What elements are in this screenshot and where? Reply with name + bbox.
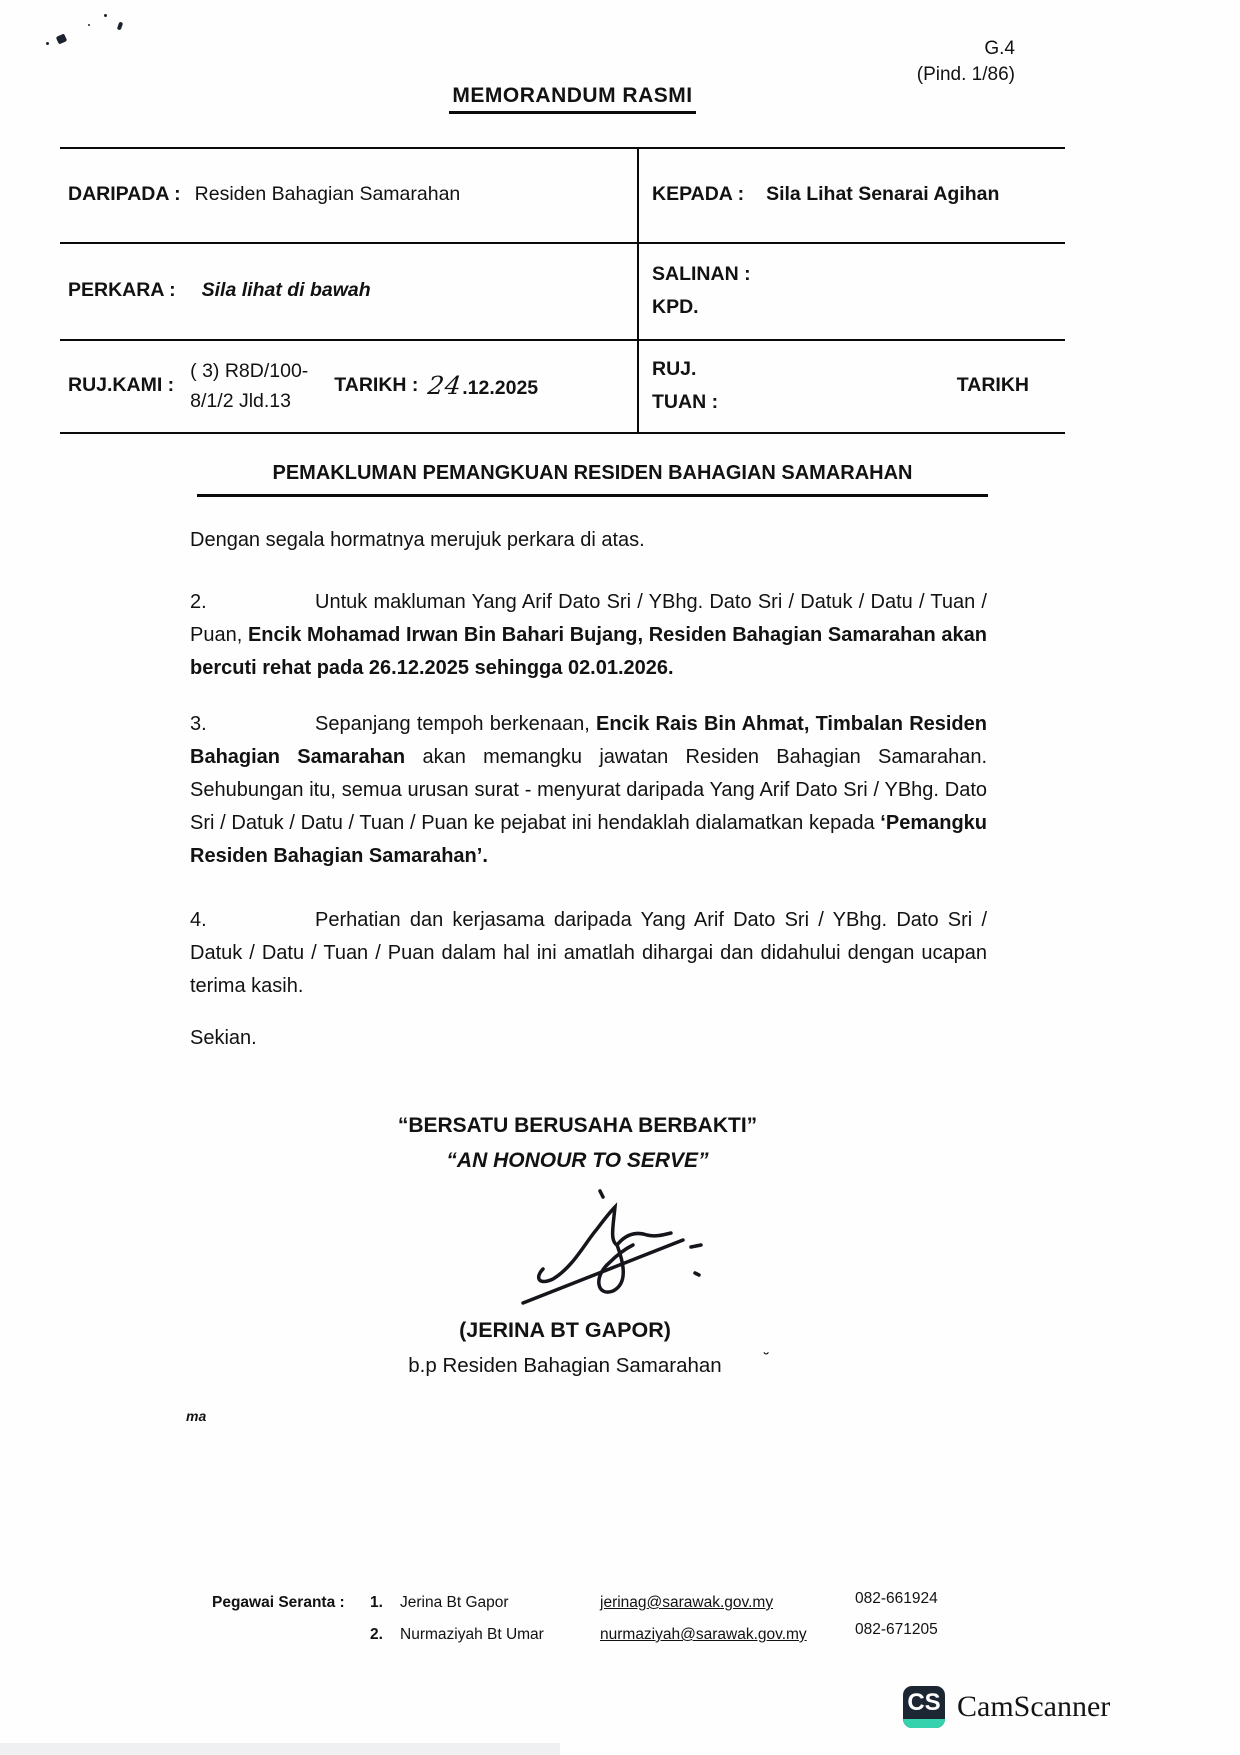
contact-email: nurmaziyah@sarawak.gov.my [600, 1626, 807, 1643]
paragraph-3: 3. Sepanjang tempoh berkenaan, Encik Rais Bin Ahmat, Timbalan Residen Bahagian Samarahan akan memangku jawatan Residen Bahagian Samarahan. Sehubungan itu, semua urusan surat - menyurat daripada Yang Arif Dato Sri / YBhg. Dato Sri / Datuk / Datu / Tuan / Puan ke pejabat ini hendaklah dialamatkan kepada ‘Pemangku Residen Bahagian Samarahan’. [190, 708, 987, 873]
subject-heading: PEMAKLUMAN PEMANGKUAN RESIDEN BAHAGIAN SAMARAHAN [197, 462, 988, 497]
contact-number: 2. [370, 1626, 383, 1643]
signatory-name: (JERINA BT GAPOR) [459, 1318, 671, 1342]
motto-malay: “BERSATU BERUSAHA BERBAKTI” [397, 1114, 758, 1137]
contact-number: 1. [370, 1594, 383, 1611]
paragraph-1: Dengan segala hormatnya merujuk perkara di atas. [190, 529, 645, 551]
signatory-on-behalf: b.p Residen Bahagian Samarahan [408, 1354, 722, 1377]
signature-scribble [505, 1185, 705, 1320]
camscanner-accent-strip [903, 1719, 945, 1728]
daripada-cell [68, 147, 628, 242]
form-code: G.4 [984, 38, 1015, 59]
motto-block [0, 1108, 1155, 1178]
form-revision: (Pind. 1/86) [916, 64, 1015, 85]
daripada-value: Residen Bahagian Samarahan [194, 183, 461, 205]
ruj-tuan-label: RUJ. TUAN : [652, 357, 719, 413]
paragraph-2: 2. Untuk makluman Yang Arif Dato Sri / YBhg. Dato Sri / Datuk / Datu / Tuan / Puan, Encik Mohamad Irwan Bin Bahari Bujang, Residen Bahagian Samarahan akan bercuti rehat pada 26.12.2025 sehingga 02.01.2026. [190, 586, 987, 685]
tarikh-right-label: TARIKH [956, 374, 1029, 396]
motto-english: “AN HONOUR TO SERVE” [446, 1149, 709, 1172]
contact-name: Nurmaziyah Bt Umar [400, 1626, 544, 1643]
ink-speck [46, 42, 49, 45]
paragraph-number: 3. [190, 713, 207, 735]
closing-word: Sekian. [190, 1027, 257, 1049]
ink-speck [104, 14, 107, 17]
kepada-cell [652, 147, 1057, 242]
contact-phone: 082-671205 [855, 1621, 938, 1638]
ruj-kami-cell [68, 339, 633, 432]
kepada-label: KEPADA : [652, 183, 745, 205]
scan-noise-band [0, 1743, 560, 1755]
perkara-cell [68, 242, 628, 339]
contact-name: Jerina Bt Gapor [400, 1594, 509, 1611]
paragraph-number: 2. [190, 591, 207, 613]
ruj-kami-label: RUJ.KAMI : [68, 374, 175, 396]
pegawai-seranta-label: Pegawai Seranta : [212, 1594, 345, 1611]
paragraph-number: 4. [190, 909, 207, 931]
salinan-label: SALINAN : KPD. [652, 262, 751, 318]
tarikh-label: TARIKH : [334, 374, 419, 396]
paragraph-4: 4. Perhatian dan kerjasama daripada Yang Arif Dato Sri / YBhg. Dato Sri / Datuk / Datu / Tuan / Puan dalam hal ini amatlah dihargai dan didahului dengan ucapan terima kasih. [190, 904, 987, 1003]
kepada-value: Sila Lihat Senarai Agihan [766, 183, 1000, 205]
table-border-vertical [637, 147, 639, 434]
page-title: MEMORANDUM RASMI [0, 84, 1145, 108]
ruj-kami-value: ( 3) R8D/100- 8/1/2 Jld.13 [190, 359, 309, 412]
form-code-block [870, 36, 1015, 88]
ink-speck [117, 22, 123, 31]
ink-speck [56, 33, 68, 44]
daripada-label: DARIPADA : [68, 183, 181, 205]
camscanner-wordmark: CamScanner [957, 1690, 1111, 1723]
camscanner-logo-icon: CS [903, 1686, 945, 1728]
salinan-cell [652, 242, 1057, 339]
ink-speck [88, 24, 90, 26]
tarikh-value: 24.12.2025 [426, 371, 539, 400]
perkara-value: Sila lihat di bawah [201, 279, 371, 301]
contact-email: jerinag@sarawak.gov.my [600, 1594, 774, 1611]
ruj-tuan-cell [652, 339, 1057, 432]
camscanner-watermark [903, 1686, 1110, 1728]
contact-phone: 082-661924 [855, 1590, 938, 1607]
typist-initials: ma [186, 1408, 207, 1424]
handwritten-day: 24 [426, 371, 465, 400]
perkara-label: PERKARA : [68, 279, 176, 301]
table-border-bottom [60, 432, 1065, 434]
stray-mark: ˘ [764, 1350, 769, 1367]
